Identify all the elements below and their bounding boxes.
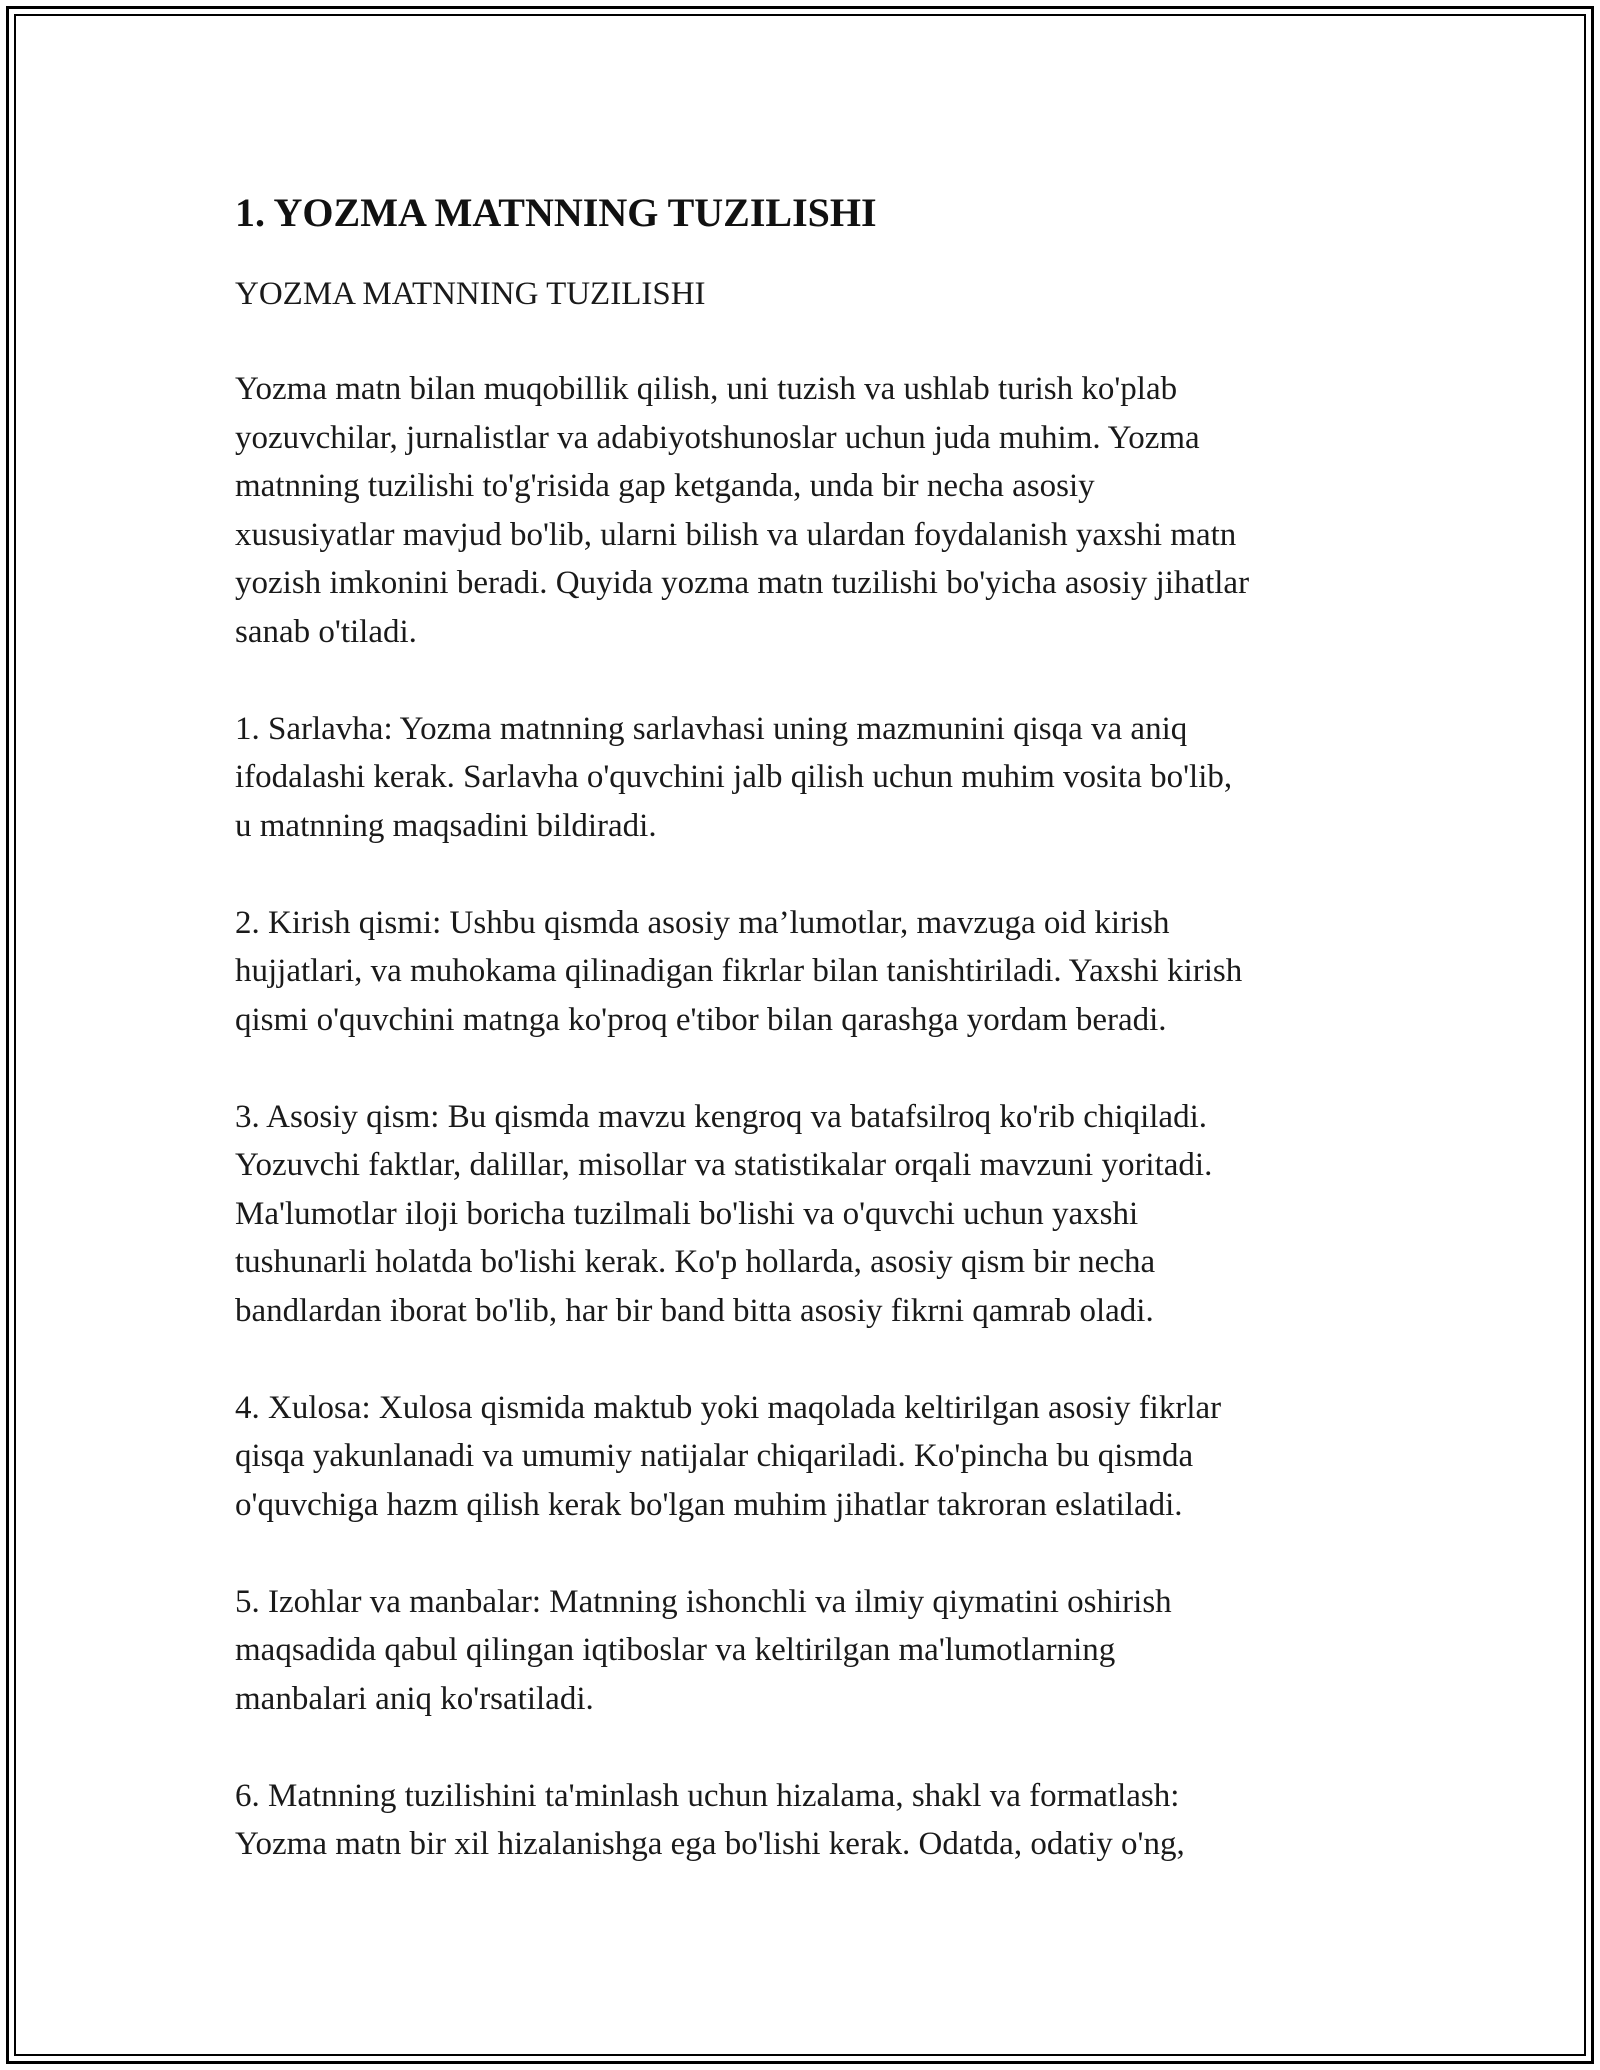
text-line: Yozma matn bilan muqobillik qilish, uni tuzish va ushlab turish ko'plab bbox=[235, 371, 1178, 407]
paragraph-xulosa bbox=[235, 1384, 1375, 1530]
text-line: 1. Sarlavha: Yozma matnning sarlavhasi uning mazmunini qisqa va aniq bbox=[235, 710, 1188, 747]
text-line: sanab o'tiladi. bbox=[235, 613, 417, 650]
text-line: manbalari aniq ko'rsatiladi. bbox=[235, 1680, 594, 1717]
document-body bbox=[235, 365, 1375, 1917]
paragraph-formatlash bbox=[235, 1772, 1375, 1869]
text-line: Ma'lumotlar iloji boricha tuzilmali bo'lishi va o'quvchi uchun yaxshi bbox=[235, 1195, 1139, 1232]
text-line: 3. Asosiy qism: Bu qismda mavzu kengroq va batafsilroq ko'rib chiqiladi. bbox=[235, 1098, 1207, 1135]
text-line: u matnning maqsadini bildiradi. bbox=[235, 807, 657, 844]
text-line: ifodalashi kerak. Sarlavha o'quvchini jalb qilish uchun muhim vosita bo'lib, bbox=[235, 759, 1233, 795]
page-title: 1. YOZMA MATNNING TUZILISHI bbox=[235, 190, 877, 235]
text-line: yozish imkonini beradi. Quyida yozma matn tuzilishi bo'yicha asosiy jihatlar bbox=[235, 565, 1250, 601]
paragraph-intro bbox=[235, 365, 1375, 656]
text-line: qismi o'quvchini matnga ko'proq e'tibor bilan qarashga yordam beradi. bbox=[235, 1001, 1167, 1038]
paragraph-kirish bbox=[235, 899, 1375, 1045]
document-subtitle: YOZMA MATNNING TUZILISHI bbox=[235, 276, 706, 312]
text-line: 6. Matnning tuzilishini ta'minlash uchun hizalama, shakl va formatlash: bbox=[235, 1777, 1180, 1814]
text-line: hujjatlari, va muhokama qilinadigan fikrlar bilan tanishtiriladi. Yaxshi kirish bbox=[235, 953, 1243, 989]
text-line: bandlardan iborat bo'lib, har bir band bitta asosiy fikrni qamrab oladi. bbox=[235, 1292, 1154, 1329]
text-line: 5. Izohlar va manbalar: Matnning ishonchli va ilmiy qiymatini oshirish bbox=[235, 1583, 1172, 1620]
text-line: tushunarli holatda bo'lishi kerak. Ko'p hollarda, asosiy qism bir necha bbox=[235, 1244, 1156, 1280]
text-line: xususiyatlar mavjud bo'lib, ularni bilish va ulardan foydalanish yaxshi matn bbox=[235, 516, 1237, 553]
text-line: qisqa yakunlanadi va umumiy natijalar chiqariladi. Ko'pincha bu qismda bbox=[235, 1438, 1194, 1474]
text-line: yozuvchilar, jurnalistlar va adabiyotshunoslar uchun juda muhim. Yozma bbox=[235, 419, 1200, 456]
paragraph-asosiy-qism bbox=[235, 1093, 1375, 1336]
paragraph-sarlavha bbox=[235, 705, 1375, 851]
paragraph-izohlar bbox=[235, 1578, 1375, 1724]
text-line: 2. Kirish qismi: Ushbu qismda asosiy ma’lumotlar, mavzuga oid kirish bbox=[235, 904, 1170, 941]
text-line: 4. Xulosa: Xulosa qismida maktub yoki maqolada keltirilgan asosiy fikrlar bbox=[235, 1389, 1222, 1426]
text-line: o'quvchiga hazm qilish kerak bo'lgan muhim jihatlar takroran eslatiladi. bbox=[235, 1486, 1183, 1523]
text-line: maqsadida qabul qilingan iqtiboslar va keltirilgan ma'lumotlarning bbox=[235, 1632, 1116, 1668]
text-line: Yozma matn bir xil hizalanishga ega bo'lishi kerak. Odatda, odatiy o'ng, bbox=[235, 1826, 1185, 1862]
text-line: Yozuvchi faktlar, dalillar, misollar va statistikalar orqali mavzuni yoritadi. bbox=[235, 1147, 1213, 1183]
text-line: matnning tuzilishi to'g'risida gap ketganda, unda bir necha asosiy bbox=[235, 468, 1095, 504]
